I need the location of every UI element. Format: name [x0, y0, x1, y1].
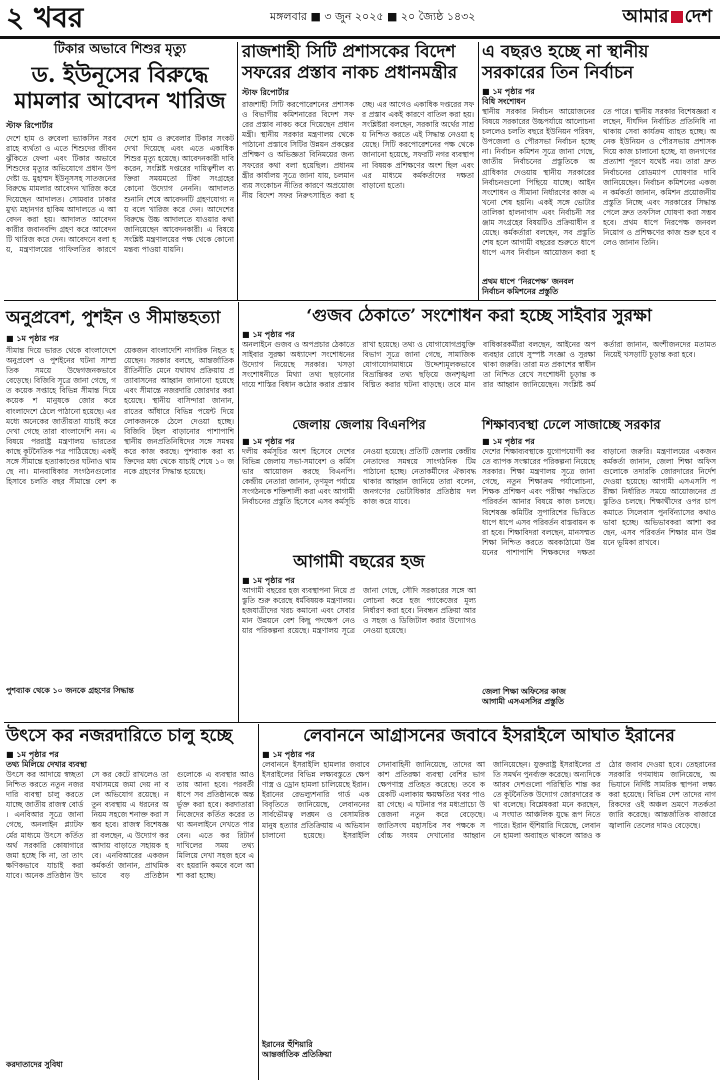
- article-subhead: করদাতাদের সুবিধা: [6, 1060, 63, 1069]
- logo-square-icon: [671, 11, 683, 23]
- article-byline: ■ ১ম পৃষ্ঠার পর: [242, 329, 295, 339]
- article-body: সীমান্ত দিয়ে ভারত থেকে বাংলাদেশে অনুপ্রবেশ ও পুশইনের ঘটনা সাম্প্রতিক সময়ে উদ্বেগজনকভাবে বেড়েছে। বিজিবি সূত্রে জানা গেছে, গত কয়েক সপ্তাহে বিভিন্ন সীমান্ত দিয়ে কয়েক শ মানুষকে জোর করে বাংলাদেশে ঠেলে পাঠানো হয়েছে। এর মধ্যে অনেকের জাতীয়তা যাচাই করে দেখা গেছে তারা বাংলাদেশি নন। এ বিষয়ে পররাষ্ট্র মন্ত্রণালয় ভারতের কাছে কূটনৈতিক পত্র পাঠিয়েছে। একই সঙ্গে সীমান্তে হত্যাকাণ্ডের ঘটনাও থামছে না। মানবাধিকার সংগঠনগুলোর হিসাবে চলতি বছর সীমান্তে বেশ কয়েকজন বাংলাদেশি নাগরিক নিহত হয়েছেন। সরকার বলছে, আন্তর্জাতিক রীতিনীতি মেনে যথাযথ প্রক্রিয়ায় প্রত্যাবাসনের আহ্বান জানানো হয়েছে এবং সীমান্তে নজরদারি জোরদার করা হয়েছে। স্থানীয় বাসিন্দারা জানান, রাতের আঁধারে বিভিন্ন পয়েন্ট দিয়ে লোকজনকে ঠেলে দেওয়া হচ্ছে। বিজিবি টহল বাড়ানোর পাশাপাশি স্থানীয় জনপ্রতিনিধিদের সঙ্গে সমন্বয় করে কাজ করছে। পুশব্যাক করা ব্যক্তিদের মধ্য থেকে যাচাই শেষে ১০ জনকে গ্রহণের সিদ্ধান্ত হয়েছে।: [6, 346, 234, 487]
- article-infiltration: [6, 304, 234, 720]
- article-subhead: আন্তর্জাতিক প্রতিক্রিয়া: [262, 1050, 332, 1059]
- article-subhead: প্রথম ধাপে ‘নিরপেক্ষ’ জনবল: [482, 277, 574, 286]
- logo-text-right: দেশ: [684, 6, 712, 27]
- article-headline[interactable]: উৎসে কর নজরদারিতে চালু হচ্ছে: [6, 726, 233, 746]
- article-headline[interactable]: অনুপ্রবেশ, পুশইন ও সীমান্তহত্যা: [6, 308, 221, 328]
- article-body: লেবাননে ইসরাইলি হামলার জবাবে ইসরাইলের বিভিন্ন লক্ষ্যবস্তুতে ক্ষেপণাস্ত্র ও ড্রোন হামলা চালিয়েছে ইরান। ইরানের রেভল্যুশনারি গার্ড এক বিবৃতিতে জানিয়েছে, লেবাননের সার্বভৌমত্ব লঙ্ঘন ও বেসামরিক মানুষ হত্যার প্রতিক্রিয়ায় এ অভিযান চালানো হয়েছে। ইসরাইলি সেনাবাহিনী জানিয়েছে, তাদের আকাশ প্রতিরক্ষা ব্যবস্থা বেশির ভাগ ক্ষেপণাস্ত্র প্রতিহত করেছে। তবে কয়েকটি এলাকায় ক্ষয়ক্ষতির খবর পাওয়া গেছে। এ ঘটনার পর মধ্যপ্রাচ্যে উত্তেজনা নতুন করে বেড়েছে। জাতিসংঘ মহাসচিব সব পক্ষকে সর্বোচ্চ সংযম দেখানোর আহ্বান জানিয়েছেন। যুক্তরাষ্ট্র ইসরাইলের প্রতি সমর্থন পুনর্ব্যক্ত করেছে। অন্যদিকে আরব দেশগুলো পরিস্থিতি শান্ত করতে কূটনৈতিক উদ্যোগ জোরদারের কথা বলেছে। বিশ্লেষকরা মনে করছেন, এ সংঘাত আঞ্চলিক যুদ্ধে রূপ নিতে পারে। ইরান হুঁশিয়ারি দিয়েছে, লেবাননে হামলা অব্যাহত থাকলে আরও কঠোর জবাব দেওয়া হবে। তেহরানের সরকারি গণমাধ্যম জানিয়েছে, অভিযানে নির্দিষ্ট সামরিক স্থাপনা লক্ষ্য করা হয়েছে। বিভিন্ন দেশ তাদের নাগরিকদের ওই অঞ্চল ভ্রমণে সতর্কতা জারি করেছে। আন্তর্জাতিক বাজারে জ্বালানি তেলের দামও বেড়েছে।: [262, 760, 716, 840]
- article-byline: ■ ১ম পৃষ্ঠার পর: [482, 86, 535, 96]
- article-body: উৎসে কর আদায়ে স্বচ্ছতা নিশ্চিত করতে নতুন নজরদারি ব্যবস্থা চালু করতে যাচ্ছে জাতীয় রাজস্ব বোর্ড। এনবিআর সূত্রে জানা গেছে, অনলাইন প্ল্যাটফর্মের মাধ্যমে উৎসে কর্তিত অর্থ সরকারি কোষাগারে জমা হচ্ছে কি না, তা তাৎক্ষণিকভাবে যাচাই করা যাবে। অনেক প্রতিষ্ঠান উৎসে কর কেটে রাখলেও তা যথাসময়ে জমা দেয় না বলে অভিযোগ রয়েছে। নতুন ব্যবস্থায় এ ধরনের অনিয়ম সহজে শনাক্ত করা সম্ভব হবে। রাজস্ব বিশেষজ্ঞরা বলছেন, এ উদ্যোগ কর আদায় বাড়াতে সহায়ক হবে। এনবিআরের একজন কর্মকর্তা জানান, প্রাথমিকভাবে বড় প্রতিষ্ঠানগুলোকে এ ব্যবস্থার আওতায় আনা হবে। পরবর্তী ধাপে সব প্রতিষ্ঠানকে অন্তর্ভুক্ত করা হবে। করদাতারা নিজেদের কর্তিত করের তথ্য অনলাইনে দেখতে পারবেন। এতে কর রিটার্ন দাখিলের সময় তথ্য মিলিয়ে দেখা সহজ হবে এবং হয়রানি কমবে বলে আশা করা হচ্ছে।: [6, 770, 254, 880]
- article-body: রাজশাহী সিটি করপোরেশনের প্রশাসক ও বিভাগীয় কমিশনারের বিদেশ সফরের প্রস্তাব নাকচ করে দিয়েছেন প্রধানমন্ত্রী। স্থানীয় সরকার মন্ত্রণালয় থেকে পাঠানো প্রস্তাবে সিটির উন্নয়ন প্রকল্পের প্রশিক্ষণ ও অভিজ্ঞতা বিনিময়ের জন্য সফরের কথা বলা হয়েছিল। প্রধানমন্ত্রীর কার্যালয় সূত্রে জানা যায়, চলমান ব্যয় সংকোচন নীতির কারণে অপ্রয়োজনীয় বিদেশ সফর নিরুৎসাহিত করা হচ্ছে। এর আগেও একাধিক দপ্তরের সফর প্রস্তাব একই কারণে বাতিল করা হয়। সংশ্লিষ্টরা বলছেন, সরকারি অর্থের সাশ্রয় নিশ্চিত করতে এই সিদ্ধান্ত নেওয়া হয়েছে। সিটি করপোরেশনের পক্ষ থেকে জানানো হয়েছে, সফরটি নগর ব্যবস্থাপনা বিষয়ক প্রশিক্ষণের অংশ ছিল এবং এর মাধ্যমে কর্মকর্তাদের দক্ষতা বাড়ানো হতো।: [242, 100, 474, 200]
- article-kicker: টিকার অভাবে শিশুর মৃত্যু: [53, 42, 187, 57]
- article-education: [482, 418, 716, 720]
- article-byline: স্টাফ রিপোর্টার: [242, 87, 289, 97]
- column-rule: [238, 302, 239, 722]
- article-body: অনলাইনে গুজব ও অপপ্রচার ঠেকাতে সাইবার সুরক্ষা অধ্যাদেশ সংশোধনের উদ্যোগ নিয়েছে সরকার। খসড়া সংশোধনীতে মিথ্যা তথ্য ছড়ানোর দায়ে শাস্তির বিধান কঠোর করার প্রস্তাব রাখা হয়েছে। তথ্য ও যোগাযোগপ্রযুক্তি বিভাগ সূত্রে জানা গেছে, সামাজিক যোগাযোগমাধ্যমে উদ্দেশ্যমূলকভাবে বিভ্রান্তিকর তথ্য ছড়িয়ে জনশৃঙ্খলা বিঘ্নিত করার ঘটনা বাড়ছে। তবে মানবাধিকারকর্মীরা বলছেন, আইনের অপব্যবহার রোধে সুস্পষ্ট সংজ্ঞা ও সুরক্ষা থাকা জরুরি। তারা মত প্রকাশের স্বাধীনতা নিশ্চিত রেখে সংশোধনী চূড়ান্ত করার আহ্বান জানিয়েছেন। সংশ্লিষ্ট কর্মকর্তারা জানান, অংশীজনদের মতামত নিয়েই খসড়াটি চূড়ান্ত করা হবে।: [242, 340, 716, 390]
- article-body: স্থানীয় সরকার নির্বাচন আয়োজনের বিষয়ে সরকারের উচ্চপর্যায়ে আলোচনা চললেও চলতি বছরে ইউনিয়ন পরিষদ, উপজেলা ও পৌরসভা নির্বাচন হচ্ছে না। নির্বাচন কমিশন সূত্রে জানা গেছে, জাতীয় নির্বাচনের প্রস্তুতিকে অগ্রাধিকার দেওয়ায় স্থানীয় সরকারের নির্বাচনগুলো পিছিয়ে যাচ্ছে। আইন সংশোধন ও সীমানা নির্ধারণের কাজ এখনো শেষ হয়নি। একই সঙ্গে ভোটার তালিকা হালনাগাদ এবং নির্বাচনী সরঞ্জাম সংগ্রহের বিষয়টিও প্রক্রিয়াধীন রয়েছে। কর্মকর্তারা বলছেন, সব প্রস্তুতি শেষ হলে আগামী বছরের শুরুতে ধাপে ধাপে এসব নির্বাচন আয়োজন করা হতে পারে। স্থানীয় সরকার বিশেষজ্ঞরা বলছেন, দীর্ঘদিন নির্বাচিত প্রতিনিধি না থাকায় সেবা কার্যক্রম ব্যাহত হচ্ছে। অনেক ইউনিয়ন ও পৌরসভায় প্রশাসক দিয়ে কাজ চালানো হচ্ছে, যা জনগণের প্রত্যাশা পূরণে যথেষ্ট নয়। তারা দ্রুত নির্বাচনের রোডম্যাপ ঘোষণার দাবি জানিয়েছেন। নির্বাচন কমিশনের একজন কর্মকর্তা জানান, কমিশন প্রয়োজনীয় প্রস্তুতি নিচ্ছে এবং সরকারের সিদ্ধান্ত পেলে দ্রুত তফসিল ঘোষণা করা সম্ভব হবে। প্রথম ধাপে নিরপেক্ষ জনবল নিয়োগ ও প্রশিক্ষণের কাজ শুরু হবে বলেও জানান তিনি।: [482, 107, 716, 258]
- article-headline[interactable]: আগামী বছরের হজ: [293, 552, 425, 572]
- article-headline[interactable]: শিক্ষাব্যবস্থা ঢেলে সাজাচ্ছে সরকার: [482, 418, 661, 433]
- article-hajj: [242, 552, 476, 720]
- article-headline[interactable]: লেবাননে আগ্রাসনের জবাবে ইসরাইলে আঘাত ইরানের: [303, 726, 675, 746]
- article-subhead: বিধি সংশোধন: [482, 97, 526, 106]
- column-rule: [258, 724, 259, 1080]
- article-body: আগামী বছরের হজ ব্যবস্থাপনা নিয়ে প্রস্তুতি শুরু করেছে ধর্মবিষয়ক মন্ত্রণালয়। হজযাত্রীদের খরচ কমানো এবং সেবার মান উন্নয়নে বেশ কিছু পদক্ষেপ নেওয়ার পরিকল্পনা রয়েছে। মন্ত্রণালয় সূত্রে জানা গেছে, সৌদি সরকারের সঙ্গে আলোচনা করে হজ প্যাকেজের মূল্য নির্ধারণ করা হবে। নিবন্ধন প্রক্রিয়া আরও সহজ ও ডিজিটাল করার উদ্যোগও নেওয়া হয়েছে।: [242, 586, 476, 636]
- article-rajshahi: [242, 40, 474, 298]
- article-byline: ■ ১ম পৃষ্ঠার পর: [242, 575, 295, 585]
- article-headline[interactable]: এ বছরও হচ্ছে না স্থানীয় সরকারের তিন নির্বাচন: [482, 42, 649, 83]
- article-body: দেশের শিক্ষাব্যবস্থাকে যুগোপযোগী করতে ব্যাপক সংস্কারের পরিকল্পনা নিয়েছে সরকার। শিক্ষা মন্ত্রণালয় সূত্রে জানা গেছে, নতুন শিক্ষাক্রম পর্যালোচনা, শিক্ষক প্রশিক্ষণ এবং পরীক্ষা পদ্ধতিতে পরিবর্তন আনার বিষয়ে কাজ চলছে। বিশেষজ্ঞ কমিটির সুপারিশের ভিত্তিতে ধাপে ধাপে এসব পরিবর্তন বাস্তবায়ন করা হবে। শিক্ষাবিদরা বলছেন, মানসম্মত শিক্ষা নিশ্চিত করতে অবকাঠামো উন্নয়নের পাশাপাশি শিক্ষকদের দক্ষতা বাড়ানো জরুরি। মন্ত্রণালয়ের একজন কর্মকর্তা জানান, জেলা শিক্ষা অফিসগুলোকে তদারকি জোরদারের নির্দেশ দেওয়া হয়েছে। আগামী এসএসসি পরীক্ষা নির্ধারিত সময়ে আয়োজনের প্রস্তুতিও চলছে। শিক্ষার্থীদের ওপর চাপ কমাতে সিলেবাস পুনর্বিন্যাসের কথাও ভাবা হচ্ছে। অভিভাবকরা আশা করছেন, এসব পরিবর্তন শিক্ষার মান উন্নয়নে ভূমিকা রাখবে।: [482, 447, 716, 557]
- column-rule: [237, 42, 238, 300]
- masthead: [0, 0, 720, 39]
- article-elections: [482, 40, 716, 298]
- article-body: দলীয় কর্মসূচির অংশ হিসেবে দেশের বিভিন্ন জেলায় সভা-সমাবেশ ও কর্মিসভার আয়োজন করছে বিএনপি। কেন্দ্রীয় নেতারা জানান, তৃণমূল পর্যায়ে সংগঠনকে শক্তিশালী করা এবং আগামী নির্বাচনের প্রস্তুতি হিসেবে এসব কর্মসূচি নেওয়া হয়েছে। প্রতিটি জেলায় কেন্দ্রীয় নেতাদের সমন্বয়ে সাংগঠনিক টিম পাঠানো হচ্ছে। নেতাকর্মীদের ঐক্যবদ্ধ থাকার আহ্বান জানিয়ে তারা বলেন, জনগণের ভোটাধিকার প্রতিষ্ঠায় দল কাজ করে যাবে।: [242, 447, 476, 507]
- article-byline: ■ ১ম পৃষ্ঠার পর: [262, 749, 315, 759]
- article-headline[interactable]: ‘গুজব ঠেকাতে’ সংশোধন করা হচ্ছে সাইবার সুরক্ষা: [306, 306, 652, 326]
- article-subhead: আগামী এসএসসির প্রস্তুতি: [482, 697, 564, 706]
- newspaper-logo: [622, 6, 712, 28]
- issue-date: মঙ্গলবার ■ ৩ জুন ২০২৫ ■ ২০ জ্যৈষ্ঠ ১৪৩২: [270, 10, 476, 23]
- article-cyber: [242, 304, 716, 414]
- article-headline[interactable]: জেলায় জেলায় বিএনপির: [292, 418, 426, 433]
- article-subhead: নির্বাচন কমিশনের প্রস্তুতি: [482, 287, 558, 296]
- section-name: ২ খবর: [6, 1, 84, 34]
- logo-text-left: আমার: [622, 6, 669, 27]
- article-subhead: তথ্য মিলিয়ে দেখার ব্যবস্থা: [6, 760, 87, 769]
- article-yunus: [6, 40, 234, 298]
- article-byline: ■ ১ম পৃষ্ঠার পর: [6, 749, 59, 759]
- column-rule: [478, 42, 479, 300]
- article-byline: ■ ১ম পৃষ্ঠার পর: [6, 333, 59, 343]
- article-iran: [262, 726, 716, 1078]
- article-byline: স্টাফ রিপোর্টার: [6, 120, 53, 130]
- section-divider: [4, 722, 716, 723]
- section-divider: [4, 300, 716, 301]
- article-headline[interactable]: রাজশাহী সিটি প্রশাসকের বিদেশ সফরের প্রস্তাব নাকচ প্রধানমন্ত্রীর: [242, 42, 458, 83]
- article-bnp: [242, 418, 476, 548]
- article-byline: ■ ১ম পৃষ্ঠার পর: [242, 436, 295, 446]
- article-subhead: জেলা শিক্ষা অফিসের কাজ: [482, 687, 566, 696]
- article-subhead: ইরানের হুঁশিয়ারি: [262, 1040, 313, 1049]
- article-tax: [6, 726, 254, 1078]
- article-subhead: পুশব্যাক থেকে ১০ জনকে গ্রহণের সিদ্ধান্ত: [6, 686, 134, 695]
- article-headline[interactable]: ড. ইউনূসের বিরুদ্ধে মামলার আবেদন খারিজ: [14, 62, 226, 114]
- article-byline: ■ ১ম পৃষ্ঠার পর: [482, 436, 535, 446]
- article-body: দেশে হাম ও রুবেলা ভ্যাকসিন সরবরাহে ব্যর্থতা ও এতে শিশুদের জীবন ঝুঁকিতে ফেলা এবং টিকার অভাবে শিশুদের মৃত্যুর অভিযোগে প্রধান উপদেষ্টা ড. মুহাম্মদ ইউনূসসহ সাতজনের বিরুদ্ধে মামলার আবেদন খারিজ করে দিয়েছেন আদালত। সোমবার ঢাকার মুখ্য মহানগর হাকিম আদালতে এ আবেদন করা হয়। আদালত আবেদনকারীর জবানবন্দি গ্রহণ করে আবেদনটি খারিজ করে দেন। আবেদনে বলা হয়, মন্ত্রণালয়ের গাফিলতির কারণে দেশে হাম ও রুবেলার টিকার সংকট দেখা দিয়েছে এবং এতে একাধিক শিশুর মৃত্যু হয়েছে। আবেদনকারী দাবি করেন, সংশ্লিষ্ট দপ্তরের দায়িত্বশীল ব্যক্তিরা সময়মতো টিকা সংগ্রহের কোনো উদ্যোগ নেননি। আদালত শুনানি শেষে আবেদনটি গ্রহণযোগ্য নয় বলে খারিজ করে দেন। আদেশের বিরুদ্ধে উচ্চ আদালতে যাওয়ার কথা জানিয়েছেন আবেদনকারী। এ বিষয়ে সংশ্লিষ্ট মন্ত্রণালয়ের পক্ষ থেকে কোনো মন্তব্য পাওয়া যায়নি।: [6, 134, 234, 255]
